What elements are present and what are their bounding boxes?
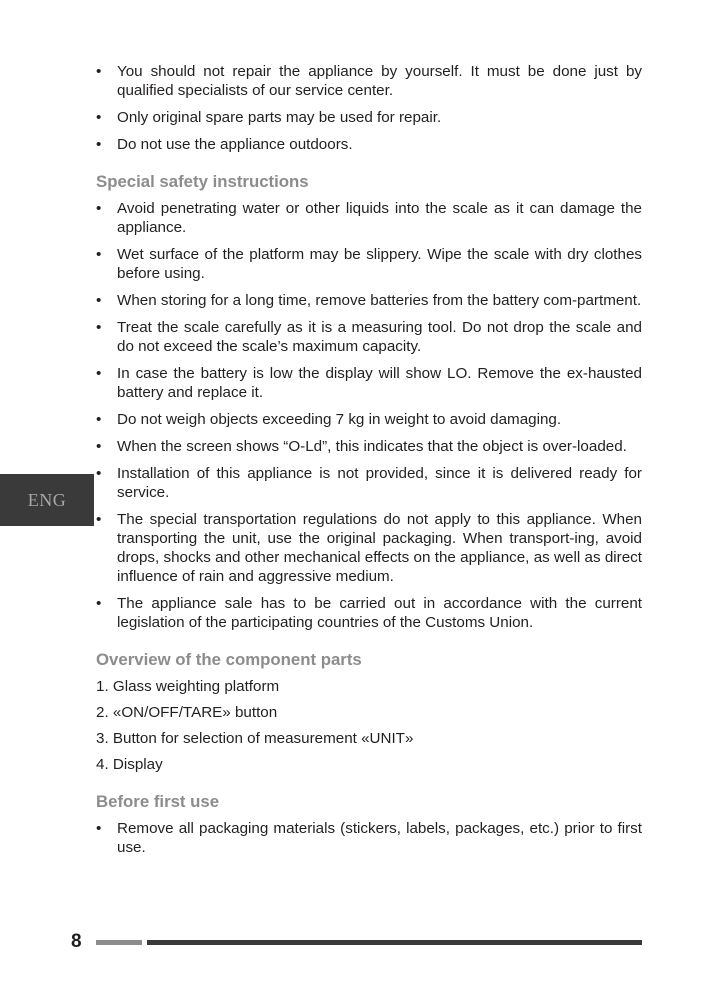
list-item: 2. «ON/OFF/TARE» button — [96, 704, 278, 721]
list-item: 1. Glass weighting platform — [96, 678, 280, 695]
list-item: 4. Display — [96, 756, 163, 773]
special-safety-list — [96, 199, 642, 632]
component-parts-list — [96, 677, 642, 774]
page-number: 8 — [71, 931, 82, 952]
footer-bar-light — [96, 940, 142, 945]
list-item: • Installation of this appliance is not provided, since it is delivered ready for service. — [96, 464, 642, 502]
list-item: • When the screen shows “O-Ld”, this indicates that the object is over-loaded. — [96, 437, 642, 456]
list-item: • Avoid penetrating water or other liquids into the scale as it can damage the appliance. — [96, 199, 642, 237]
language-tab: ENG — [0, 474, 94, 526]
footer-bar-dark — [147, 940, 642, 945]
list-item: • Only original spare parts may be used for repair. — [96, 108, 642, 127]
list-item: • Do not use the appliance outdoors. — [96, 135, 642, 154]
general-safety-list — [96, 62, 642, 154]
list-item: • The special transportation regulations do not apply to this appliance. When transporting the unit, use the original packaging. When transport-ing, avoid drops, shocks and other mechanical effects on the appliance, as well as direct influence of rain and aggressive medium. — [96, 510, 642, 586]
before-first-use-list — [96, 819, 642, 857]
page-content — [96, 62, 642, 865]
list-item: • Do not weigh objects exceeding 7 kg in weight to avoid damaging. — [96, 410, 642, 429]
list-item: 3. Button for selection of measurement «UNIT» — [96, 730, 414, 747]
list-item: • You should not repair the appliance by yourself. It must be done just by qualified specialists of our service center. — [96, 62, 642, 100]
list-item: • The appliance sale has to be carried out in accordance with the current legislation of the participating countries of the Customs Union. — [96, 594, 642, 632]
list-item: • In case the battery is low the display will show LO. Remove the ex-hausted battery and replace it. — [96, 364, 642, 402]
overview-heading: Overview of the component parts — [96, 650, 362, 669]
list-item: • Wet surface of the platform may be slippery. Wipe the scale with dry clothes before using. — [96, 245, 642, 283]
list-item: • Remove all packaging materials (stickers, labels, packages, etc.) prior to first use. — [96, 819, 642, 857]
list-item: • Treat the scale carefully as it is a measuring tool. Do not drop the scale and do not exceed the scale’s maximum capacity. — [96, 318, 642, 356]
list-item: • When storing for a long time, remove batteries from the battery com-partment. — [96, 291, 642, 310]
before-first-use-heading: Before first use — [96, 792, 220, 811]
special-safety-heading: Special safety instructions — [96, 172, 309, 191]
